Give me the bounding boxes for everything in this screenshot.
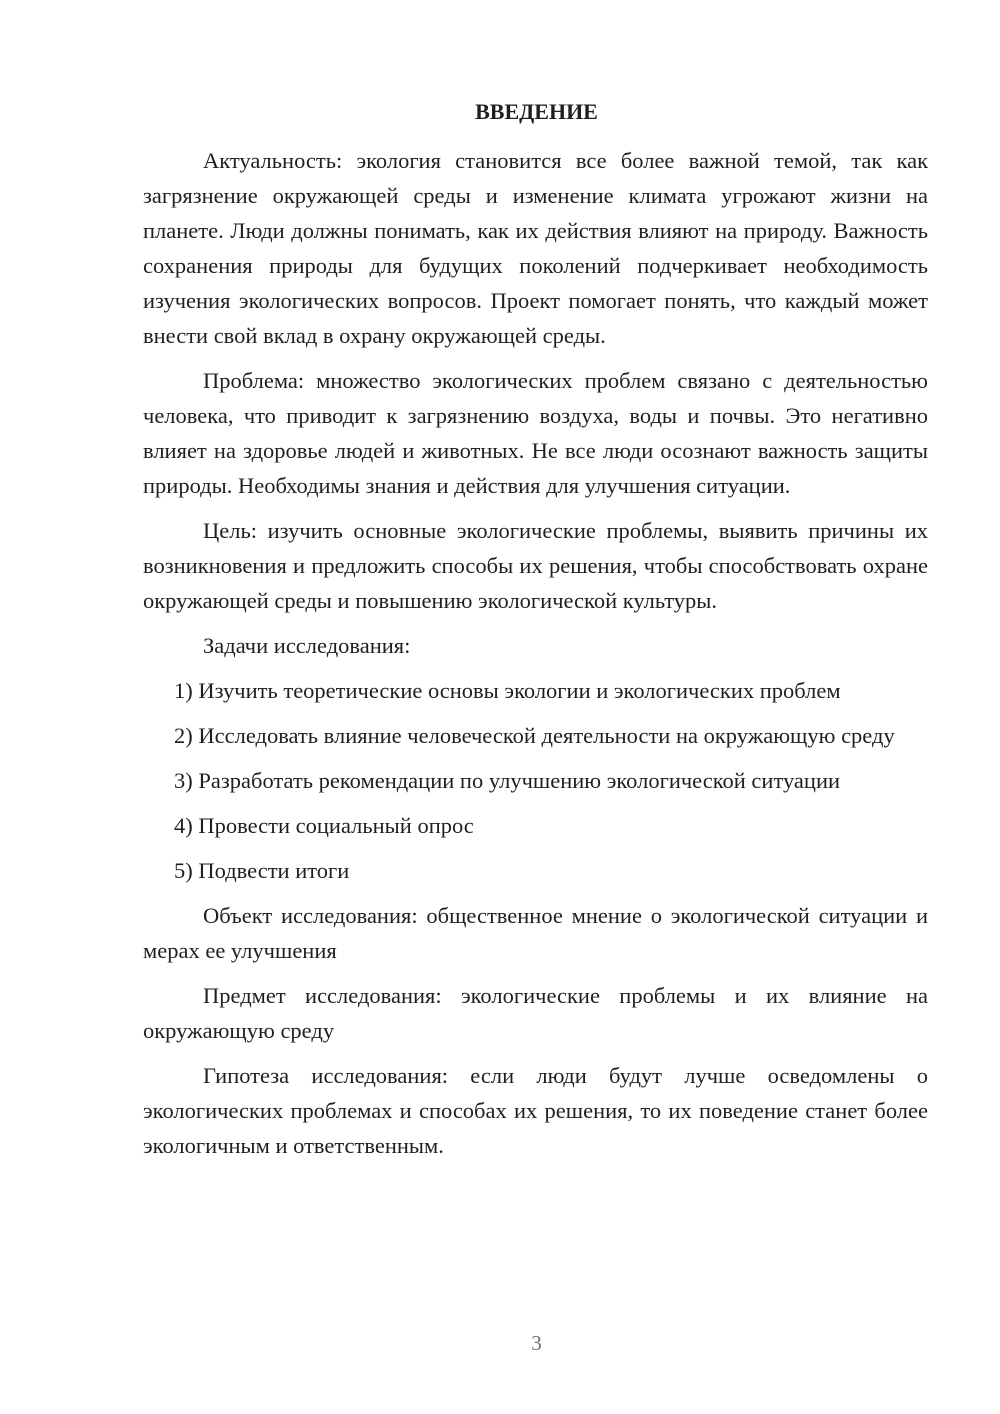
- list-item: 4) Провести социальный опрос: [174, 813, 474, 838]
- tasks-heading: Задачи исследования:: [203, 633, 411, 658]
- page-number: 3: [531, 1331, 542, 1355]
- relevance-paragraph: Актуальность: экология становится все более важной темой, так как загрязнение окружающей среды и изменение климата угрожают жизни на планете. Люди должны понимать, как их действия влияют на природу. Важность сохранения природы для будущих поколений подчеркивает необходимость изучения экологических вопросов. Проект помогает понять, что каждый может внести свой вклад в охрану окружающей среды.: [143, 148, 928, 348]
- subject-paragraph: Предмет исследования: экологические проблемы и их влияние на окружающую среду: [143, 983, 928, 1043]
- object-paragraph: Объект исследования: общественное мнение о экологической ситуации и мерах ее улучшения: [143, 903, 928, 963]
- goal-paragraph: Цель: изучить основные экологические проблемы, выявить причины их возникновения и предложить способы их решения, чтобы способствовать охране окружающей среды и повышению экологической культуры.: [143, 518, 928, 613]
- list-item: 3) Разработать рекомендации по улучшению экологической ситуации: [174, 768, 841, 793]
- tasks-list: [143, 673, 928, 888]
- list-item: 1) Изучить теоретические основы экологии и экологических проблем: [174, 678, 841, 703]
- problem-paragraph: Проблема: множество экологических проблем связано с деятельностью человека, что приводит к загрязнению воздуха, воды и почвы. Это негативно влияет на здоровье людей и животных. Не все люди осознают важность защиты природы. Необходимы знания и действия для улучшения ситуации.: [143, 368, 928, 498]
- page-title: ВВЕДЕНИЕ: [475, 99, 598, 124]
- hypothesis-paragraph: Гипотеза исследования: если люди будут лучше осведомлены о экологических проблемах и способах их решения, то их поведение станет более экологичным и ответственным.: [143, 1063, 928, 1158]
- page-content: [143, 94, 928, 1173]
- list-item: 5) Подвести итоги: [174, 858, 350, 883]
- list-item: 2) Исследовать влияние человеческой деятельности на окружающую среду: [174, 723, 895, 748]
